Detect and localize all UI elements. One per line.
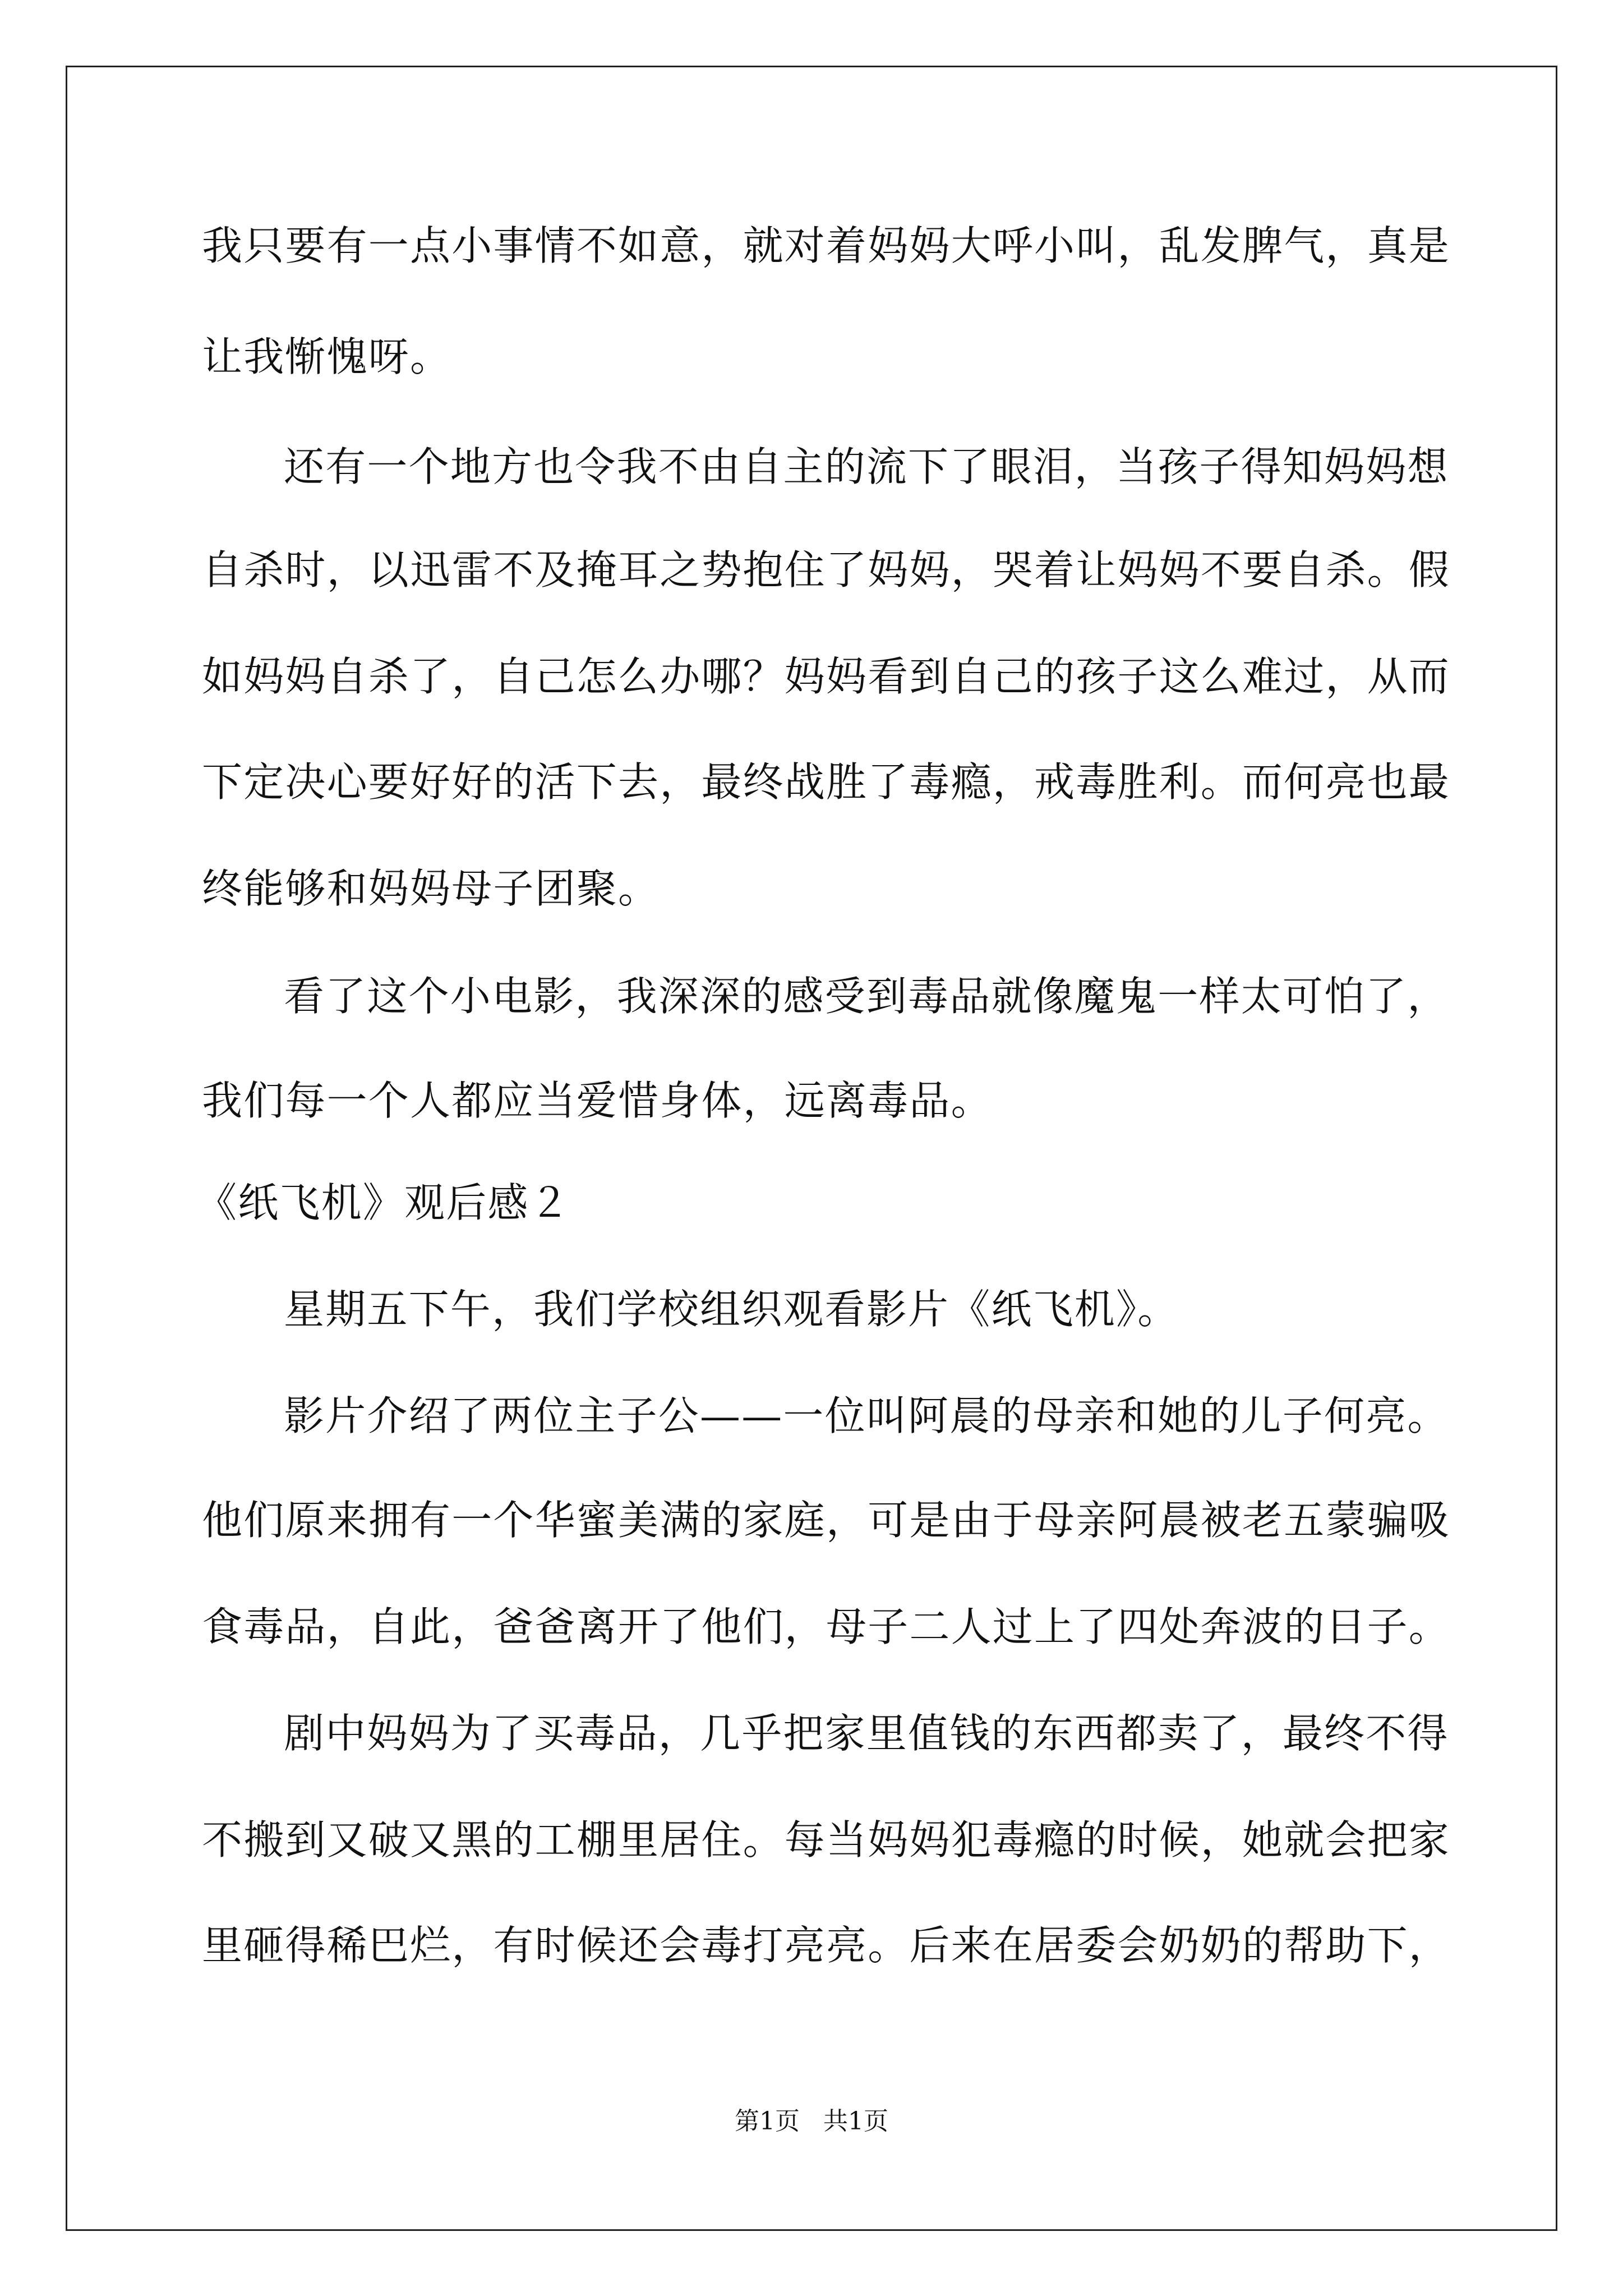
text-line: 自杀时，以迅雷不及掩耳之势抱住了妈妈，哭着让妈妈不要自杀。假 — [202, 546, 1451, 593]
text-line: 我们每一个人都应当爱惜身体，远离毒品。 — [202, 1077, 993, 1124]
page-border — [66, 66, 1557, 2231]
text-line: 不搬到又破又黑的工棚里居住。每当妈妈犯毒瘾的时候，她就会把家 — [202, 1816, 1451, 1864]
text-line: 影片介绍了两位主子公——一位叫阿晨的母亲和她的儿子何亮。 — [284, 1392, 1449, 1439]
text-line: 还有一个地方也令我不由自主的流下了眼泪，当孩子得知妈妈想 — [284, 443, 1449, 490]
text-line: 剧中妈妈为了买毒品，几乎把家里值钱的东西都卖了，最终不得 — [284, 1710, 1449, 1757]
page-number: 第1页 — [735, 2107, 800, 2136]
text-line: 我只要有一点小事情不如意，就对着妈妈大呼小叫，乱发脾气，真是 — [202, 222, 1451, 269]
page-footer — [0, 2109, 1623, 2134]
text-line: 终能够和妈妈母子团聚。 — [202, 865, 660, 912]
text-line: 里砸得稀巴烂，有时候还会毒打亮亮。后来在居委会奶奶的帮助下， — [202, 1922, 1451, 1969]
text-line: 食毒品，自此，爸爸离开了他们，母子二人过上了四处奔波的日子。 — [202, 1603, 1451, 1650]
section-heading: 《纸飞机》观后感２ — [196, 1179, 571, 1226]
text-line: 他们原来拥有一个华蜜美满的家庭，可是由于母亲阿晨被老五蒙骗吸 — [202, 1497, 1451, 1544]
text-line: 星期五下午，我们学校组织观看影片《纸飞机》。 — [284, 1286, 1179, 1333]
page-total: 共1页 — [823, 2107, 888, 2136]
text-line: 下定决心要好好的活下去，最终战胜了毒瘾，戒毒胜利。而何亮也最 — [202, 758, 1451, 806]
text-line: 看了这个小电影，我深深的感受到毒品就像魔鬼一样太可怕了， — [284, 973, 1449, 1020]
text-line: 如妈妈自杀了，自己怎么办哪？妈妈看到自己的孩子这么难过，从而 — [202, 653, 1451, 700]
text-line: 让我惭愧呀。 — [202, 333, 452, 380]
